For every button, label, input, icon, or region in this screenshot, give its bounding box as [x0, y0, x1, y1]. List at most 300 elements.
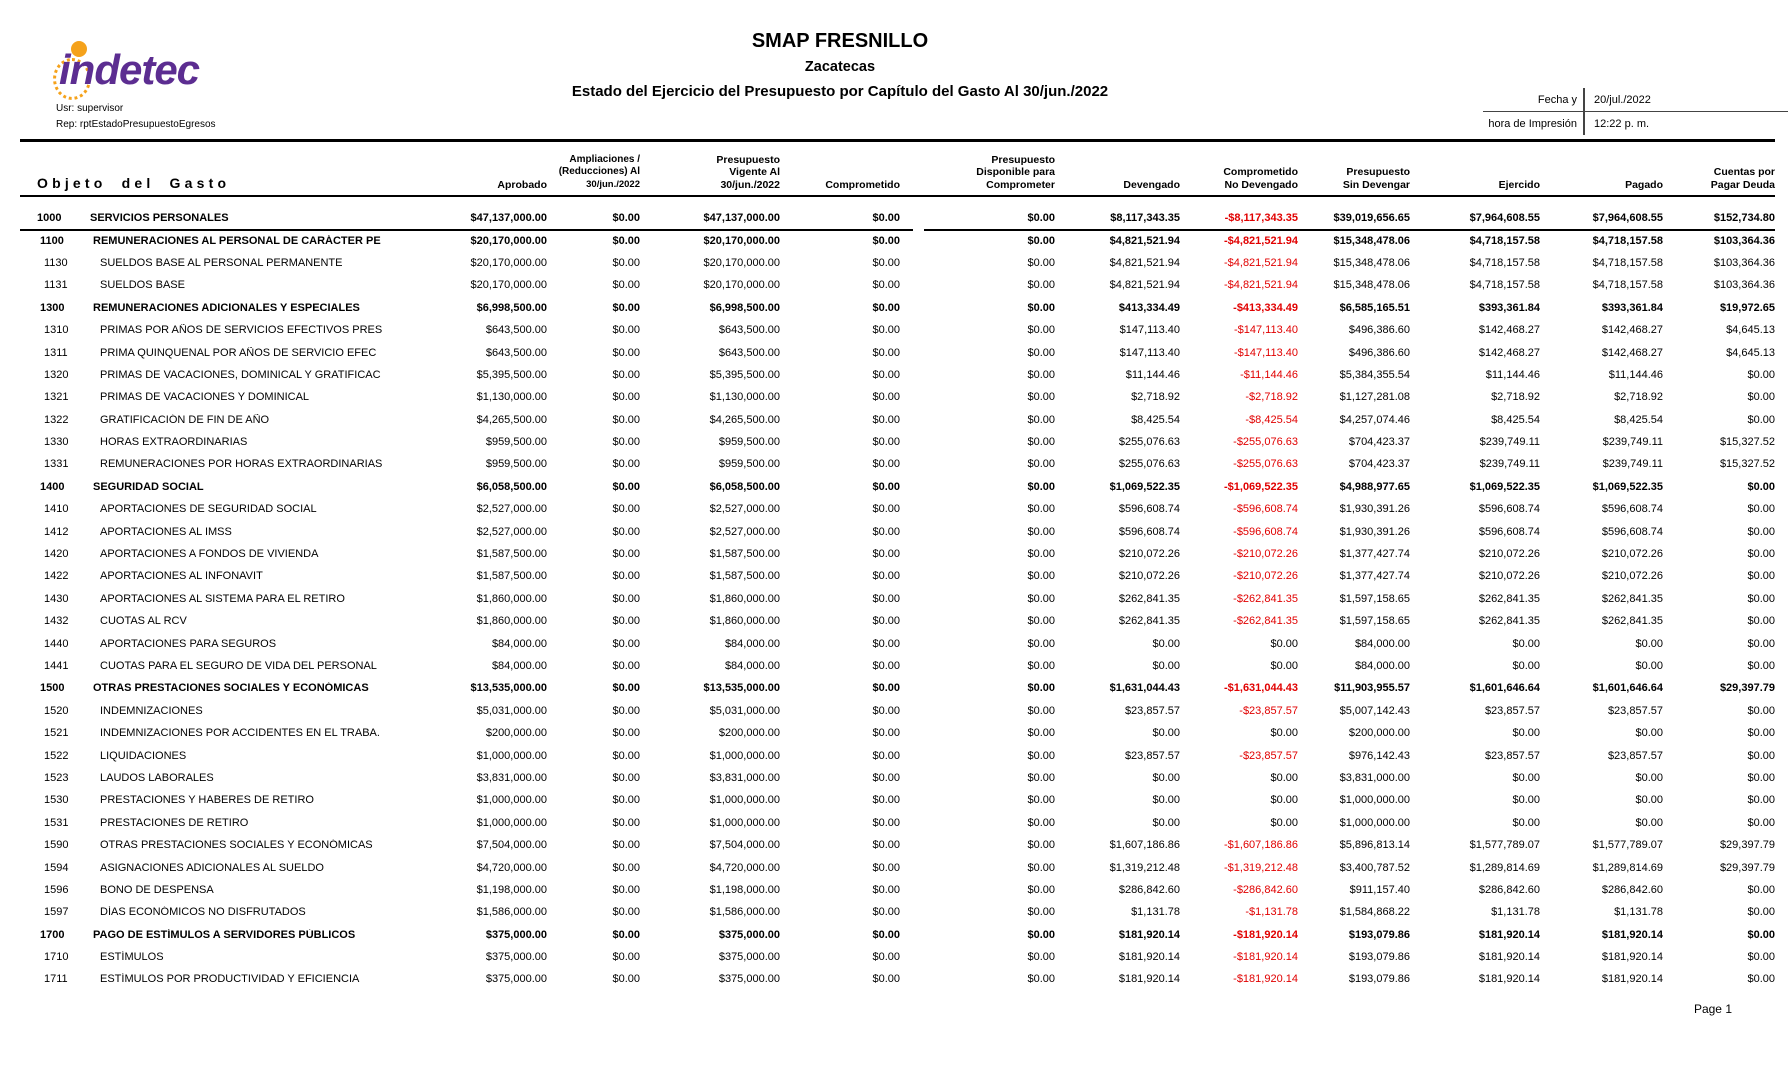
cell-presupuesto_disponible: $0.00 — [1027, 592, 1055, 605]
cell-devengado: $255,076.63 — [1118, 458, 1180, 471]
table-row-1522 — [20, 744, 1775, 766]
cell-presupuesto_sin_devengar: $84,000.00 — [1354, 637, 1410, 650]
table-row-1430 — [20, 588, 1775, 610]
cell-devengado: $1,607,186.86 — [1109, 839, 1180, 852]
cell-aprobado: $375,000.00 — [485, 973, 547, 986]
cell-devengado: $4,821,521.94 — [1109, 256, 1180, 269]
cell-pagado: $181,920.14 — [1601, 973, 1663, 986]
cell-presupuesto_sin_devengar: $3,400,787.52 — [1339, 861, 1410, 874]
cell-devengado: $147,113.40 — [1119, 324, 1180, 337]
cell-ampliaciones_reducciones: $0.00 — [612, 436, 640, 449]
cell-cuentas_por_pagar_deuda: $4,645.13 — [1726, 346, 1775, 359]
cell-aprobado: $200,000.00 — [485, 727, 547, 740]
cell-ejercido: $393,361.84 — [1478, 301, 1540, 314]
cell-ampliaciones_reducciones: $0.00 — [612, 480, 640, 493]
cell-presupuesto_vigente: $643,500.00 — [718, 346, 780, 359]
cell-devengado: $210,072.26 — [1118, 570, 1180, 583]
cell-aprobado: $47,137,000.00 — [470, 212, 547, 225]
indetec-logo — [55, 46, 255, 102]
cell-presupuesto_disponible: $0.00 — [1027, 682, 1055, 695]
cell-presupuesto_sin_devengar: $1,597,158.65 — [1339, 615, 1410, 628]
table-row-1700 — [20, 924, 1775, 946]
cell-comprometido: $0.00 — [872, 592, 900, 605]
cell-comprometido: $0.00 — [872, 570, 900, 583]
cell-pagado: $596,608.74 — [1601, 503, 1663, 516]
cell-devengado: $147,113.40 — [1119, 346, 1180, 359]
cell-presupuesto_vigente: $1,587,500.00 — [709, 548, 780, 561]
cell-pagado: $210,072.26 — [1601, 548, 1663, 561]
cell-comprometido: $0.00 — [872, 256, 900, 269]
cell-devengado: $8,425.54 — [1131, 413, 1180, 426]
cell-devengado: $2,718.92 — [1131, 391, 1180, 404]
cell-ampliaciones_reducciones: $0.00 — [612, 256, 640, 269]
cell-presupuesto_sin_devengar: $1,584,868.22 — [1339, 906, 1410, 919]
cell-presupuesto_sin_devengar: $1,000,000.00 — [1339, 794, 1410, 807]
cell-codigo: 1500 — [40, 682, 65, 695]
cell-devengado: $596,608.74 — [1118, 525, 1180, 538]
cell-presupuesto_vigente: $1,130,000.00 — [709, 391, 780, 404]
cell-comprometido: $0.00 — [872, 951, 900, 964]
cell-pagado: $0.00 — [1635, 794, 1663, 807]
cell-presupuesto_disponible: $0.00 — [1027, 637, 1055, 650]
cell-devengado: $0.00 — [1152, 727, 1180, 740]
cell-presupuesto_sin_devengar: $11,903,955.57 — [1334, 682, 1410, 695]
cell-presupuesto_sin_devengar: $5,384,355.54 — [1339, 368, 1410, 381]
cell-comprometido_no_devengado: -$262,841.35 — [1233, 615, 1298, 628]
cell-pagado: $286,842.60 — [1601, 883, 1663, 896]
cell-descripcion: LIQUIDACIONES — [100, 749, 187, 762]
cell-presupuesto_vigente: $1,586,000.00 — [709, 906, 780, 919]
cell-descripcion: ASIGNACIONES ADICIONALES AL SUELDO — [100, 861, 324, 874]
cell-ampliaciones_reducciones: $0.00 — [612, 637, 640, 650]
cell-ejercido: $262,841.35 — [1478, 615, 1540, 628]
print-date-row — [1483, 88, 1788, 112]
cell-presupuesto_disponible: $0.00 — [1027, 749, 1055, 762]
cell-presupuesto_sin_devengar: $496,386.60 — [1348, 324, 1410, 337]
cell-presupuesto_disponible: $0.00 — [1027, 839, 1055, 852]
cell-aprobado: $1,860,000.00 — [476, 592, 547, 605]
cell-comprometido: $0.00 — [872, 749, 900, 762]
cell-ampliaciones_reducciones: $0.00 — [612, 279, 640, 292]
cell-codigo: 1130 — [44, 256, 68, 269]
cell-presupuesto_vigente: $20,170,000.00 — [703, 256, 780, 269]
cell-pagado: $142,468.27 — [1601, 346, 1663, 359]
cell-pagado: $4,718,157.58 — [1592, 234, 1663, 247]
column-header-comprometido: Comprometido — [825, 178, 900, 191]
cell-comprometido_no_devengado: -$23,857.57 — [1239, 704, 1298, 717]
table-row-1530 — [20, 789, 1775, 811]
cell-cuentas_por_pagar_deuda: $0.00 — [1747, 771, 1775, 784]
cell-presupuesto_disponible: $0.00 — [1027, 883, 1055, 896]
cell-presupuesto_vigente: $47,137,000.00 — [703, 212, 780, 225]
table-row-1594 — [20, 856, 1775, 878]
cell-descripcion: APORTACIONES AL SISTEMA PARA EL RETIRO — [100, 592, 345, 605]
cell-pagado: $0.00 — [1635, 727, 1663, 740]
cell-comprometido_no_devengado: -$4,821,521.94 — [1223, 256, 1298, 269]
cell-cuentas_por_pagar_deuda: $103,364.36 — [1713, 279, 1775, 292]
table-row-1520 — [20, 700, 1775, 722]
cell-aprobado: $643,500.00 — [485, 346, 547, 359]
cell-comprometido: $0.00 — [872, 503, 900, 516]
cell-presupuesto_vigente: $959,500.00 — [718, 458, 780, 471]
cell-comprometido: $0.00 — [872, 682, 900, 695]
cell-ejercido: $239,749.11 — [1479, 436, 1540, 449]
cell-presupuesto_disponible: $0.00 — [1027, 346, 1055, 359]
cell-presupuesto_vigente: $6,998,500.00 — [709, 301, 780, 314]
cell-presupuesto_vigente: $375,000.00 — [718, 973, 780, 986]
table-row-1590 — [20, 834, 1775, 856]
table-row-1441 — [20, 655, 1775, 677]
table-header-row — [20, 144, 1775, 197]
cell-descripcion: BONO DE DESPENSA — [100, 883, 214, 896]
cell-devengado: $181,920.14 — [1118, 951, 1180, 964]
cell-ampliaciones_reducciones: $0.00 — [612, 548, 640, 561]
cell-comprometido: $0.00 — [872, 883, 900, 896]
cell-ejercido: $0.00 — [1512, 816, 1540, 829]
cell-presupuesto_vigente: $3,831,000.00 — [709, 771, 780, 784]
table-body — [20, 207, 1775, 991]
cell-comprometido: $0.00 — [872, 436, 900, 449]
cell-codigo: 1100 — [40, 234, 64, 247]
table-row-1521 — [20, 722, 1775, 744]
cell-pagado: $142,468.27 — [1601, 324, 1663, 337]
cell-codigo: 1000 — [37, 212, 62, 225]
cell-pagado: $0.00 — [1635, 771, 1663, 784]
cell-ampliaciones_reducciones: $0.00 — [612, 234, 640, 247]
cell-codigo: 1710 — [44, 951, 69, 964]
cell-descripcion: OTRAS PRESTACIONES SOCIALES Y ECONÓMICAS — [100, 839, 373, 852]
cell-ejercido: $1,577,789.07 — [1469, 839, 1540, 852]
cell-pagado: $11,144.46 — [1608, 368, 1663, 381]
cell-devengado: $1,131.78 — [1131, 906, 1180, 919]
cell-cuentas_por_pagar_deuda: $152,734.80 — [1713, 212, 1775, 225]
cell-descripcion: LAUDOS LABORALES — [100, 771, 214, 784]
cell-pagado: $2,718.92 — [1614, 391, 1663, 404]
table-row-1531 — [20, 812, 1775, 834]
cell-presupuesto_sin_devengar: $1,377,427.74 — [1339, 548, 1410, 561]
cell-presupuesto_disponible: $0.00 — [1027, 525, 1055, 538]
cell-ampliaciones_reducciones: $0.00 — [612, 928, 640, 941]
cell-presupuesto_disponible: $0.00 — [1027, 503, 1055, 516]
cell-comprometido: $0.00 — [872, 771, 900, 784]
cell-presupuesto_disponible: $0.00 — [1027, 861, 1055, 874]
cell-ampliaciones_reducciones: $0.00 — [612, 301, 640, 314]
cell-codigo: 1420 — [44, 548, 69, 561]
cell-presupuesto_disponible: $0.00 — [1027, 570, 1055, 583]
cell-aprobado: $4,265,500.00 — [476, 413, 547, 426]
cell-cuentas_por_pagar_deuda: $0.00 — [1747, 615, 1775, 628]
cell-comprometido_no_devengado: -$8,117,343.35 — [1224, 212, 1298, 225]
cell-cuentas_por_pagar_deuda: $0.00 — [1747, 883, 1775, 896]
table-row-1300 — [20, 297, 1775, 319]
cell-comprometido_no_devengado: -$1,131.78 — [1245, 906, 1298, 919]
cell-descripcion: APORTACIONES AL INFONAVIT — [100, 570, 263, 583]
cell-codigo: 1331 — [44, 458, 69, 471]
cell-ampliaciones_reducciones: $0.00 — [612, 883, 640, 896]
horizontal-rule-top — [20, 139, 1775, 142]
cell-comprometido: $0.00 — [872, 413, 900, 426]
cell-ejercido: $239,749.11 — [1479, 458, 1540, 471]
cell-descripcion: ESTÍMULOS — [100, 951, 164, 964]
cell-comprometido: $0.00 — [872, 973, 900, 986]
cell-descripcion: OTRAS PRESTACIONES SOCIALES Y ECONÓMICAS — [93, 682, 369, 695]
cell-comprometido: $0.00 — [872, 861, 900, 874]
cell-ejercido: $210,072.26 — [1478, 548, 1540, 561]
cell-aprobado: $1,000,000.00 — [476, 816, 547, 829]
cell-devengado: $181,920.14 — [1118, 928, 1180, 941]
cell-comprometido: $0.00 — [872, 368, 900, 381]
cell-pagado: $7,964,608.55 — [1592, 212, 1663, 225]
cell-descripcion: APORTACIONES PARA SEGUROS — [100, 637, 277, 650]
cell-ampliaciones_reducciones: $0.00 — [612, 346, 640, 359]
cell-descripcion: APORTACIONES AL IMSS — [100, 525, 232, 538]
cell-cuentas_por_pagar_deuda: $0.00 — [1747, 928, 1775, 941]
cell-pagado: $0.00 — [1635, 816, 1663, 829]
cell-ampliaciones_reducciones: $0.00 — [612, 413, 640, 426]
cell-presupuesto_disponible: $0.00 — [1027, 704, 1055, 717]
cell-devengado: $1,631,044.43 — [1109, 682, 1180, 695]
cell-presupuesto_vigente: $375,000.00 — [718, 951, 780, 964]
cell-presupuesto_disponible: $0.00 — [1027, 480, 1055, 493]
cell-ampliaciones_reducciones: $0.00 — [612, 727, 640, 740]
cell-comprometido: $0.00 — [872, 839, 900, 852]
cell-ampliaciones_reducciones: $0.00 — [612, 704, 640, 717]
cell-presupuesto_sin_devengar: $39,019,656.65 — [1333, 212, 1410, 225]
user-line: Usr: supervisor — [56, 103, 124, 114]
cell-presupuesto_vigente: $959,500.00 — [718, 436, 780, 449]
cell-comprometido: $0.00 — [872, 660, 900, 672]
cell-presupuesto_vigente: $4,265,500.00 — [709, 413, 780, 426]
cell-ejercido: $181,920.14 — [1478, 973, 1540, 986]
cell-ampliaciones_reducciones: $0.00 — [612, 570, 640, 583]
cell-aprobado: $1,198,000.00 — [476, 883, 547, 896]
cell-codigo: 1441 — [44, 660, 69, 672]
cell-codigo: 1531 — [44, 816, 69, 829]
cell-pagado: $0.00 — [1635, 637, 1663, 650]
cell-descripcion: APORTACIONES DE SEGURIDAD SOCIAL — [100, 503, 317, 516]
cell-comprometido_no_devengado: -$4,821,521.94 — [1223, 279, 1298, 292]
cell-ampliaciones_reducciones: $0.00 — [612, 771, 640, 784]
cell-pagado: $210,072.26 — [1601, 570, 1663, 583]
cell-presupuesto_disponible: $0.00 — [1027, 368, 1055, 381]
cell-devengado: $11,144.46 — [1125, 368, 1180, 381]
cell-codigo: 1523 — [44, 771, 69, 784]
cell-ejercido: $2,718.92 — [1491, 391, 1540, 404]
cell-descripcion: APORTACIONES A FONDOS DE VIVIENDA — [100, 548, 319, 561]
cell-presupuesto_sin_devengar: $5,896,813.14 — [1339, 839, 1410, 852]
cell-ejercido: $286,842.60 — [1478, 883, 1540, 896]
cell-comprometido_no_devengado: -$286,842.60 — [1233, 883, 1298, 896]
cell-presupuesto_sin_devengar: $1,000,000.00 — [1339, 816, 1410, 829]
cell-presupuesto_vigente: $6,058,500.00 — [709, 480, 780, 493]
cell-cuentas_por_pagar_deuda: $103,364.36 — [1713, 256, 1775, 269]
cell-codigo: 1432 — [44, 615, 69, 628]
cell-aprobado: $1,000,000.00 — [476, 794, 547, 807]
cell-ejercido: $142,468.27 — [1478, 324, 1540, 337]
column-header-presupuesto_disponible: Presupuesto Disponible para Comprometer — [976, 153, 1055, 191]
cell-aprobado: $2,527,000.00 — [476, 525, 547, 538]
org-title: SMAP FRESNILLO — [751, 30, 929, 52]
cell-cuentas_por_pagar_deuda: $0.00 — [1747, 816, 1775, 829]
cell-ejercido: $23,857.57 — [1484, 749, 1540, 762]
cell-comprometido_no_devengado: -$147,113.40 — [1233, 346, 1298, 359]
table-row-1311 — [20, 341, 1775, 363]
cell-presupuesto_sin_devengar: $84,000.00 — [1354, 660, 1410, 672]
cell-presupuesto_sin_devengar: $193,079.86 — [1348, 928, 1410, 941]
cell-devengado: $1,319,212.48 — [1109, 861, 1180, 874]
cell-presupuesto_vigente: $20,170,000.00 — [703, 234, 780, 247]
cell-comprometido_no_devengado: -$596,608.74 — [1233, 525, 1298, 538]
cell-presupuesto_vigente: $1,000,000.00 — [709, 794, 780, 807]
cell-codigo: 1711 — [44, 973, 68, 986]
cell-aprobado: $375,000.00 — [485, 951, 547, 964]
cell-presupuesto_vigente: $2,527,000.00 — [709, 503, 780, 516]
cell-codigo: 1300 — [40, 301, 65, 314]
cell-ejercido: $181,920.14 — [1478, 951, 1540, 964]
cell-pagado: $0.00 — [1635, 660, 1663, 672]
table-row-1310 — [20, 319, 1775, 341]
cell-codigo: 1430 — [44, 592, 69, 605]
cell-presupuesto_disponible: $0.00 — [1027, 436, 1055, 449]
cell-cuentas_por_pagar_deuda: $0.00 — [1747, 727, 1775, 740]
table-row-1400 — [20, 476, 1775, 498]
cell-cuentas_por_pagar_deuda: $0.00 — [1747, 660, 1775, 672]
table-row-1422 — [20, 565, 1775, 587]
cell-presupuesto_disponible: $0.00 — [1027, 816, 1055, 829]
cell-aprobado: $7,504,000.00 — [476, 839, 547, 852]
cell-pagado: $1,577,789.07 — [1592, 839, 1663, 852]
cell-presupuesto_sin_devengar: $976,142.43 — [1348, 749, 1410, 762]
cell-comprometido_no_devengado: -$210,072.26 — [1233, 570, 1298, 583]
cell-presupuesto_vigente: $1,860,000.00 — [709, 615, 780, 628]
cell-presupuesto_vigente: $5,395,500.00 — [709, 368, 780, 381]
cell-ejercido: $1,289,814.69 — [1469, 861, 1540, 874]
cell-pagado: $262,841.35 — [1601, 592, 1663, 605]
report-title: Estado del Ejercicio del Presupuesto por Capítulo del Gasto Al 30/jun./2022 — [571, 83, 1109, 100]
cell-aprobado: $1,586,000.00 — [476, 906, 547, 919]
cell-comprometido: $0.00 — [872, 704, 900, 717]
cell-ejercido: $596,608.74 — [1478, 525, 1540, 538]
cell-comprometido_no_devengado: -$181,920.14 — [1233, 973, 1298, 986]
cell-ejercido: $142,468.27 — [1478, 346, 1540, 359]
cell-comprometido_no_devengado: -$23,857.57 — [1239, 749, 1298, 762]
table-row-1412 — [20, 520, 1775, 542]
cell-codigo: 1597 — [44, 906, 69, 919]
cell-ejercido: $4,718,157.58 — [1469, 234, 1540, 247]
cell-cuentas_por_pagar_deuda: $0.00 — [1747, 592, 1775, 605]
cell-ampliaciones_reducciones: $0.00 — [612, 816, 640, 829]
cell-codigo: 1400 — [40, 480, 65, 493]
cell-ampliaciones_reducciones: $0.00 — [612, 951, 640, 964]
cell-presupuesto_sin_devengar: $5,007,142.43 — [1339, 704, 1410, 717]
cell-presupuesto_vigente: $84,000.00 — [724, 660, 780, 672]
table-row-1100 — [20, 229, 1775, 251]
column-header-pagado: Pagado — [1625, 178, 1663, 191]
cell-ampliaciones_reducciones: $0.00 — [612, 503, 640, 516]
cell-devengado: $4,821,521.94 — [1109, 234, 1180, 247]
cell-comprometido_no_devengado: -$2,718.92 — [1245, 391, 1298, 404]
cell-ejercido: $1,131.78 — [1491, 906, 1540, 919]
table-row-1131 — [20, 274, 1775, 296]
cell-presupuesto_disponible: $0.00 — [1027, 256, 1055, 269]
cell-codigo: 1412 — [44, 525, 69, 538]
logo-text: indetec — [59, 46, 200, 93]
cell-presupuesto_vigente: $1,000,000.00 — [709, 749, 780, 762]
cell-codigo: 1322 — [44, 413, 69, 426]
print-time-label: hora de Impresión — [1488, 117, 1577, 130]
cell-descripcion: PRIMAS POR AÑOS DE SERVICIOS EFECTIVOS PRES — [100, 324, 383, 337]
cell-pagado: $4,718,157.58 — [1592, 279, 1663, 292]
cell-presupuesto_vigente: $643,500.00 — [718, 324, 780, 337]
cell-pagado: $1,289,814.69 — [1592, 861, 1663, 874]
cell-presupuesto_disponible: $0.00 — [1027, 928, 1055, 941]
cell-comprometido: $0.00 — [872, 794, 900, 807]
cell-aprobado: $84,000.00 — [491, 637, 547, 650]
cell-ejercido: $0.00 — [1512, 794, 1540, 807]
cell-codigo: 1311 — [44, 346, 68, 359]
cell-cuentas_por_pagar_deuda: $0.00 — [1747, 749, 1775, 762]
cell-presupuesto_sin_devengar: $1,930,391.26 — [1339, 525, 1410, 538]
cell-codigo: 1410 — [44, 503, 69, 516]
cell-presupuesto_sin_devengar: $911,157.40 — [1349, 883, 1410, 896]
cell-descripcion: PRESTACIONES DE RETIRO — [100, 816, 249, 829]
cell-comprometido_no_devengado: -$181,920.14 — [1233, 928, 1298, 941]
cell-comprometido_no_devengado: -$4,821,521.94 — [1223, 234, 1298, 247]
cell-ampliaciones_reducciones: $0.00 — [612, 660, 640, 672]
column-header-ejercido: Ejercido — [1498, 178, 1540, 191]
cell-aprobado: $1,860,000.00 — [476, 615, 547, 628]
cell-aprobado: $6,058,500.00 — [476, 480, 547, 493]
cell-presupuesto_disponible: $0.00 — [1027, 548, 1055, 561]
cell-codigo: 1596 — [44, 883, 69, 896]
cell-comprometido_no_devengado: $0.00 — [1270, 771, 1298, 784]
cell-presupuesto_vigente: $13,535,000.00 — [703, 682, 780, 695]
cell-codigo: 1522 — [44, 749, 69, 762]
cell-aprobado: $4,720,000.00 — [476, 861, 547, 874]
cell-aprobado: $959,500.00 — [485, 458, 547, 471]
cell-ampliaciones_reducciones: $0.00 — [612, 839, 640, 852]
table-row-1330 — [20, 431, 1775, 453]
cell-ejercido: $181,920.14 — [1478, 928, 1540, 941]
cell-presupuesto_disponible: $0.00 — [1027, 906, 1055, 919]
cell-descripcion: REMUNERACIONES ADICIONALES Y ESPECIALES — [93, 301, 360, 314]
cell-comprometido_no_devengado: $0.00 — [1270, 816, 1298, 829]
cell-devengado: $0.00 — [1152, 637, 1180, 650]
column-header-objeto-del-gasto: Objeto del Gasto — [37, 175, 231, 191]
cell-comprometido: $0.00 — [872, 212, 900, 225]
cell-pagado: $393,361.84 — [1601, 301, 1663, 314]
cell-devengado: $0.00 — [1152, 660, 1180, 672]
column-header-comprometido_no_devengado: Comprometido No Devengado — [1223, 166, 1298, 191]
print-time-value: 12:22 p. m. — [1583, 112, 1788, 135]
cell-aprobado: $84,000.00 — [491, 660, 547, 672]
cell-codigo: 1310 — [44, 324, 69, 337]
cell-pagado: $4,718,157.58 — [1592, 256, 1663, 269]
cell-aprobado: $20,170,000.00 — [470, 279, 547, 292]
cell-ejercido: $0.00 — [1512, 727, 1540, 740]
cell-ejercido: $0.00 — [1512, 660, 1540, 672]
cell-aprobado: $1,587,500.00 — [476, 570, 547, 583]
table-row-1596 — [20, 879, 1775, 901]
cell-descripcion: HORAS EXTRAORDINARIAS — [100, 436, 248, 449]
cell-devengado: $262,841.35 — [1118, 592, 1180, 605]
cell-devengado: $255,076.63 — [1118, 436, 1180, 449]
cell-ejercido: $262,841.35 — [1478, 592, 1540, 605]
cell-comprometido_no_devengado: $0.00 — [1270, 794, 1298, 807]
cell-cuentas_por_pagar_deuda: $0.00 — [1747, 480, 1775, 493]
org-subtitle: Zacatecas — [804, 59, 876, 75]
cell-ejercido: $4,718,157.58 — [1469, 279, 1540, 292]
